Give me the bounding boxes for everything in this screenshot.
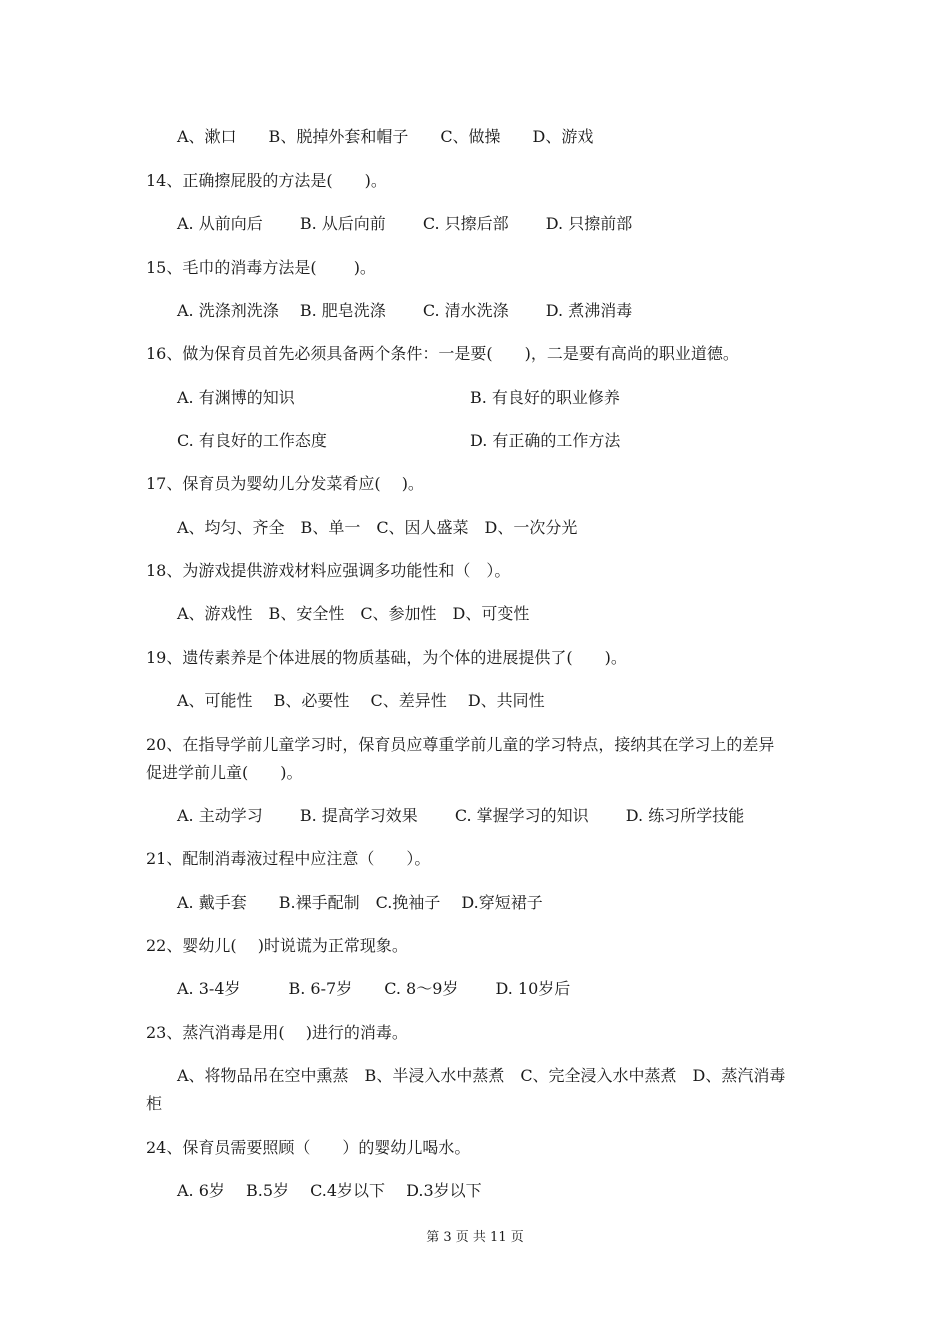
question-19: 19、遗传素养是个体进展的物质基础，为个体的进展提供了( )。 bbox=[146, 648, 627, 667]
question-16: 16、做为保育员首先必须具备两个条件：一是要( )，二是要有高尚的职业道德。 bbox=[146, 344, 739, 363]
q15-options: A. 洗涤剂洗涤 B. 肥皂洗涤 C. 清水洗涤 D. 煮沸消毒 bbox=[177, 301, 633, 320]
q18-options: A、游戏性 B、安全性 C、参加性 D、可变性 bbox=[177, 604, 530, 623]
q19-options: A、可能性 B、必要性 C、差异性 D、共同性 bbox=[177, 691, 545, 710]
page-number-footer: 第 3 页 共 11 页 bbox=[426, 1230, 524, 1245]
q16-option-a: A. 有渊博的知识 bbox=[177, 388, 295, 407]
q23-options: A、将物品吊在空中熏蒸 B、半浸入水中蒸煮 C、完全浸入水中蒸煮 D、蒸汽消毒 bbox=[177, 1066, 786, 1085]
q16-option-b: B. 有良好的职业修养 bbox=[470, 388, 620, 407]
question-18: 18、为游戏提供游戏材料应强调多功能性和（ ）。 bbox=[146, 561, 511, 580]
question-20-line-1: 20、在指导学前儿童学习时，保育员应尊重学前儿童的学习特点，接纳其在学习上的差异 bbox=[146, 735, 775, 754]
q13-options: A、漱口 B、脱掉外套和帽子 C、做操 D、游戏 bbox=[177, 127, 594, 146]
question-14: 14、正确擦屁股的方法是( )。 bbox=[146, 171, 387, 190]
question-20-line-2: 促进学前儿童( )。 bbox=[146, 763, 303, 782]
question-23: 23、蒸汽消毒是用( )进行的消毒。 bbox=[146, 1023, 408, 1042]
q20-options: A. 主动学习 B. 提高学习效果 C. 掌握学习的知识 D. 练习所学技能 bbox=[177, 806, 745, 825]
q21-options: A. 戴手套 B.裸手配制 C.挽袖子 D.穿短裙子 bbox=[177, 893, 543, 912]
q17-options: A、均匀、齐全 B、单一 C、因人盛菜 D、一次分光 bbox=[177, 518, 578, 537]
question-22: 22、婴幼儿( )时说谎为正常现象。 bbox=[146, 936, 408, 955]
question-24: 24、保育员需要照顾（ ）的婴幼儿喝水。 bbox=[146, 1138, 471, 1157]
q16-option-c: C. 有良好的工作态度 bbox=[177, 431, 327, 450]
q16-option-d: D. 有正确的工作方法 bbox=[470, 431, 621, 450]
q22-options: A. 3-4岁 B. 6-7岁 C. 8～9岁 D. 10岁后 bbox=[177, 979, 571, 998]
question-21: 21、配制消毒液过程中应注意（ ）。 bbox=[146, 849, 431, 868]
question-17: 17、保育员为婴幼儿分发菜肴应( )。 bbox=[146, 474, 424, 493]
q24-options: A. 6岁 B.5岁 C.4岁以下 D.3岁以下 bbox=[177, 1181, 482, 1200]
q14-options: A. 从前向后 B. 从后向前 C. 只擦后部 D. 只擦前部 bbox=[177, 214, 633, 233]
question-15: 15、毛巾的消毒方法是( )。 bbox=[146, 258, 376, 277]
q23-options-continued: 柜 bbox=[146, 1094, 163, 1113]
